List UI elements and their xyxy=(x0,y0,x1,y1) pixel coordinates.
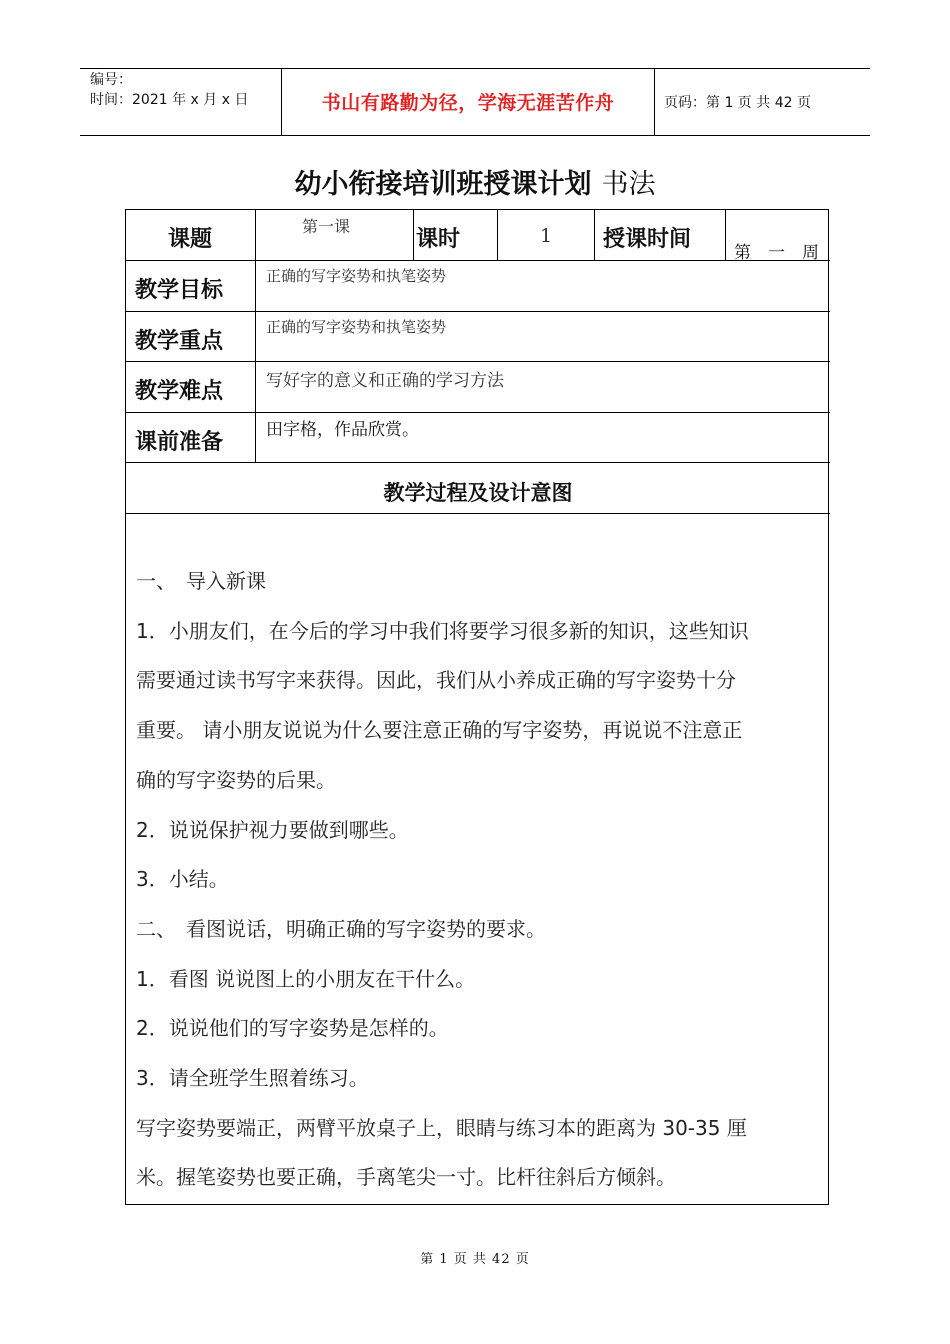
table-rule xyxy=(126,513,830,514)
difficulty-label: 教学难点 xyxy=(135,379,224,404)
header-number: 编号： xyxy=(90,72,132,88)
title-subject: 书法 xyxy=(601,169,656,200)
table-rule xyxy=(126,260,830,261)
table-col-rule xyxy=(594,210,595,260)
table-col-rule xyxy=(413,210,414,260)
key-point-value: 正确的写字姿势和执笔姿势 xyxy=(266,318,447,336)
lesson-plan-table xyxy=(125,209,829,1205)
difficulty-value: 写好字的意义和正确的学习方法 xyxy=(266,371,504,391)
header-top-rule xyxy=(80,68,870,69)
table-col-rule xyxy=(725,210,726,260)
process-line: 需要通过读书写字来获得。因此，我们从小养成正确的写字姿势十分 xyxy=(136,668,736,693)
process-line: 写字姿势要端正，两臂平放桌子上，眼睛与练习本的距离为 30-35 厘 xyxy=(136,1115,747,1140)
header-bottom-rule xyxy=(80,135,870,136)
time-label: 授课时间 xyxy=(603,227,692,252)
header-divider-left xyxy=(281,68,282,136)
process-line: 米。握笔姿势也要正确，手离笔尖一寸。比杆往斜后方倾斜。 xyxy=(136,1165,676,1190)
table-col-rule xyxy=(497,210,498,260)
header-page-info: 页码：第 1 页 共 42 页 xyxy=(664,95,811,111)
topic-label: 课题 xyxy=(168,227,213,252)
process-line: 2．说说保护视力要做到哪些。 xyxy=(136,817,409,842)
topic-value: 第一课 xyxy=(302,217,351,236)
table-rule xyxy=(126,361,830,362)
title-main: 幼小衔接培训班授课计划 xyxy=(294,169,592,200)
process-line: 3．小结。 xyxy=(136,867,229,892)
process-line: 1．看图 说说图上的小朋友在干什么。 xyxy=(136,966,476,991)
table-rule xyxy=(126,412,830,413)
hours-label: 课时 xyxy=(416,227,461,252)
process-line: 3．请全班学生照着练习。 xyxy=(136,1066,369,1091)
key-point-label: 教学重点 xyxy=(135,329,224,354)
table-rule xyxy=(126,311,830,312)
time-value: 第 一 周 xyxy=(734,243,819,263)
process-line: 1．小朋友们，在今后的学习中我们将要学习很多新的知识，这些知识 xyxy=(136,618,749,643)
process-line: 2．说说他们的写字姿势是怎样的。 xyxy=(136,1016,449,1041)
process-line: 确的写字姿势的后果。 xyxy=(136,767,336,792)
hours-value: 1 xyxy=(540,225,553,247)
process-title: 教学过程及设计意图 xyxy=(383,481,573,505)
objective-label: 教学目标 xyxy=(135,278,224,303)
header-divider-right xyxy=(654,68,655,136)
table-col-rule xyxy=(255,210,256,462)
document-title xyxy=(0,165,950,205)
table-rule xyxy=(126,462,830,463)
header-meta xyxy=(90,70,248,110)
process-body xyxy=(136,557,826,1203)
header-motto: 书山有路勤为径，学海无涯苦作舟 xyxy=(321,92,615,114)
preparation-label: 课前准备 xyxy=(135,430,224,455)
objective-value: 正确的写字姿势和执笔姿势 xyxy=(266,267,447,285)
preparation-value: 田字格，作品欣赏。 xyxy=(266,420,419,440)
process-line: 二、 看图说话，明确正确的写字姿势的要求。 xyxy=(136,916,546,941)
process-line: 重要。 请小朋友说说为什么要注意正确的写字姿势，再说说不注意正 xyxy=(136,718,743,743)
process-line: 一、 导入新课 xyxy=(136,569,266,593)
page-footer: 第 1 页 共 42 页 xyxy=(420,1252,530,1267)
header-time: 时间：2021 年 x 月 x 日 xyxy=(90,92,249,108)
